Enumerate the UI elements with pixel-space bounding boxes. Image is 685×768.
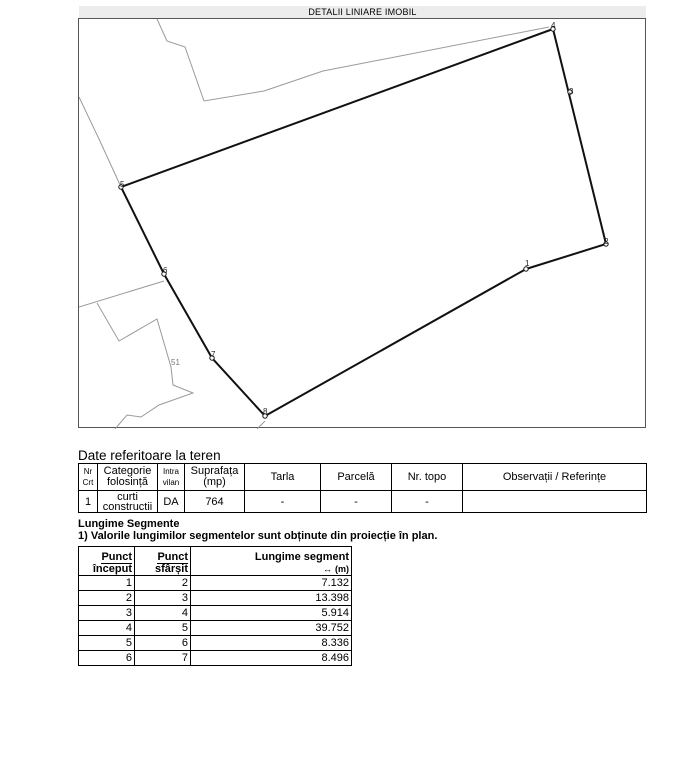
parcel-boundary — [121, 29, 606, 416]
vertex-label-4: 4 — [551, 21, 556, 30]
cell-length: 39.752 — [191, 621, 352, 636]
parcel-plan-drawing — [79, 19, 647, 429]
cell-categorie: curti constructii — [98, 491, 158, 513]
cell-start: 5 — [79, 636, 135, 651]
header-nr-crt: Nr Crt — [79, 464, 98, 491]
vertex-label-7: 7 — [211, 350, 216, 359]
cell-start: 3 — [79, 606, 135, 621]
segments-table-body — [79, 576, 352, 666]
header-lungime-label: Lungime segment — [254, 551, 349, 563]
cell-length: 8.336 — [191, 636, 352, 651]
neighbour-boundary-mid — [79, 281, 164, 307]
header-punct-sfarsit-label: Punct sfârșit — [154, 551, 188, 575]
header-punct-sfarsit — [135, 547, 191, 576]
cell-end: 6 — [135, 636, 191, 651]
table-row — [79, 591, 352, 606]
teren-table — [78, 463, 647, 513]
header-categorie: Categorie folosință — [98, 464, 158, 491]
table-row — [79, 491, 647, 513]
neighbour-parcel-label: 51 — [171, 358, 180, 367]
cell-start: 2 — [79, 591, 135, 606]
header-tarla: Tarla — [245, 464, 321, 491]
cell-observatii — [463, 491, 647, 513]
cell-start: 1 — [79, 576, 135, 591]
segments-note: 1) Valorile lungimilor segmentelor sunt obținute din proiecție în plan. — [78, 530, 438, 542]
neighbour-parcels — [79, 19, 549, 429]
table-row — [79, 651, 352, 666]
header-punct-inceput — [79, 547, 135, 576]
cell-intravilan: DA — [158, 491, 185, 513]
cell-nr-topo: - — [392, 491, 463, 513]
header-suprafata: Suprafața (mp) — [185, 464, 245, 491]
neighbour-boundary-north — [157, 19, 549, 101]
arrow-icon: ↔ — [322, 564, 332, 574]
vertex-label-3: 3 — [569, 87, 574, 96]
cell-length: 5.914 — [191, 606, 352, 621]
cell-parcela: - — [321, 491, 392, 513]
header-intravilan: Intra vilan — [158, 464, 185, 491]
cell-end: 5 — [135, 621, 191, 636]
vertex-label-2: 2 — [604, 237, 609, 246]
cell-suprafata: 764 — [185, 491, 245, 513]
neighbour-boundary-south — [257, 421, 265, 429]
plan-title: DETALII LINIARE IMOBIL — [79, 6, 646, 19]
cell-end: 3 — [135, 591, 191, 606]
vertex-label-1: 1 — [525, 259, 530, 268]
teren-table-header — [79, 464, 647, 491]
teren-section-title: Date referitoare la teren — [78, 448, 221, 463]
segments-table — [78, 546, 352, 666]
table-row — [79, 621, 352, 636]
cell-start: 4 — [79, 621, 135, 636]
cell-nr-crt: 1 — [79, 491, 98, 513]
cell-length: 8.496 — [191, 651, 352, 666]
cell-length: 13.398 — [191, 591, 352, 606]
cell-tarla: - — [245, 491, 321, 513]
header-observatii: Observații / Referințe — [463, 464, 647, 491]
header-lungime — [191, 547, 352, 576]
cell-end: 2 — [135, 576, 191, 591]
vertex-label-5: 5 — [120, 180, 125, 189]
table-row — [79, 606, 352, 621]
table-row — [79, 636, 352, 651]
parcel-plan — [78, 18, 646, 428]
header-punct-inceput-label: Punct început — [92, 551, 132, 575]
header-parcela: Parcelă — [321, 464, 392, 491]
cell-start: 6 — [79, 651, 135, 666]
header-nr-topo: Nr. topo — [392, 464, 463, 491]
vertex-label-6: 6 — [163, 266, 168, 275]
neighbour-boundary-west — [79, 97, 121, 187]
vertex-label-8: 8 — [263, 407, 268, 416]
cell-end: 4 — [135, 606, 191, 621]
cell-end: 7 — [135, 651, 191, 666]
header-unit: (m) — [335, 564, 349, 574]
segments-table-header — [79, 547, 352, 576]
segments-title: Lungime Segmente — [78, 518, 180, 530]
table-row — [79, 576, 352, 591]
cell-length: 7.132 — [191, 576, 352, 591]
